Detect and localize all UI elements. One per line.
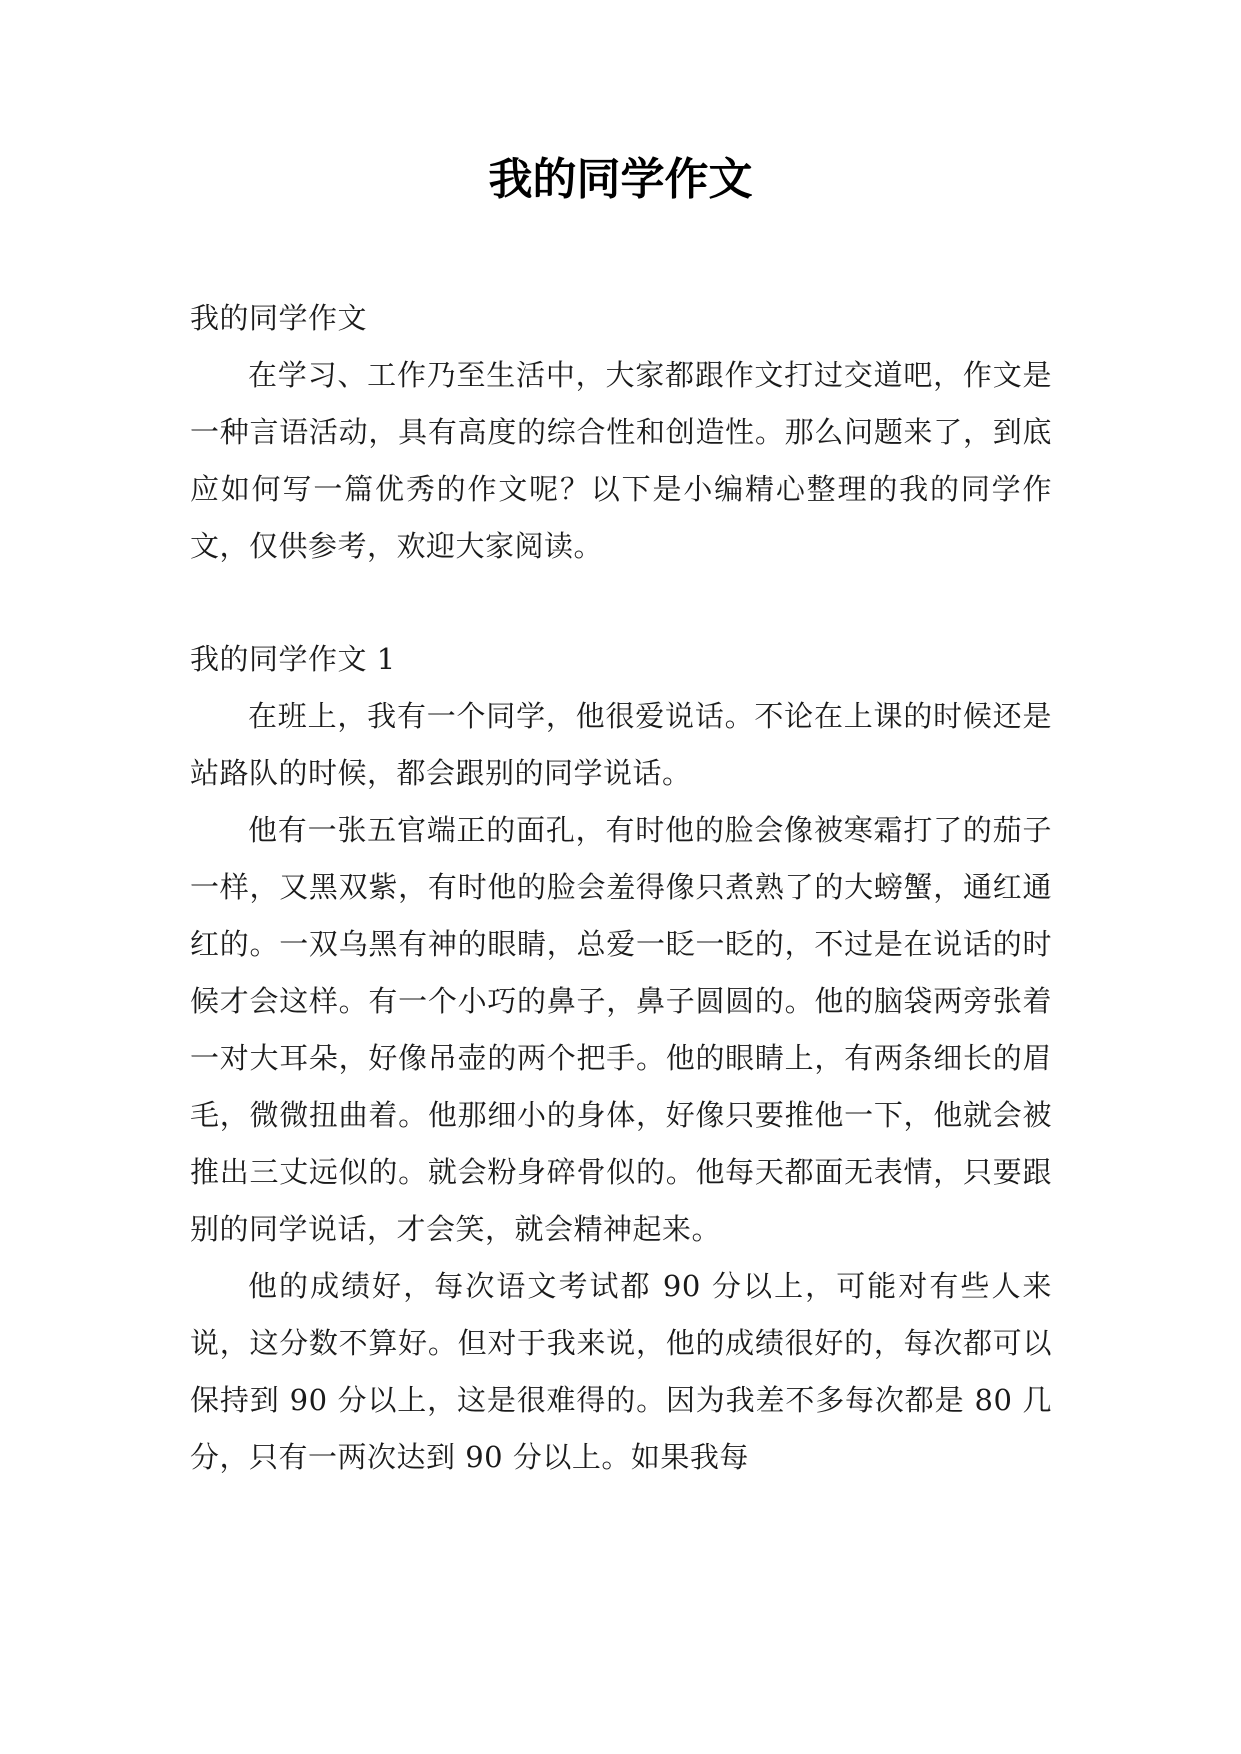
section1-paragraph-3: 他的成绩好，每次语文考试都 90 分以上，可能对有些人来说，这分数不算好。但对于我来说，他的成绩很好的，每次都可以保持到 90 分以上，这是很难得的。因为我差不多每次都是 80 几分，只有一两次达到 90 分以上。如果我每 <box>190 1269 1052 1474</box>
section1-paragraph-2: 他有一张五官端正的面孔，有时他的脸会像被寒霜打了的茄子一样，又黑双紫，有时他的脸会羞得像只煮熟了的大螃蟹，通红通红的。一双乌黑有神的眼睛，总爱一眨一眨的，不过是在说话的时候才会这样。有一个小巧的鼻子，鼻子圆圆的。他的脑袋两旁张着一对大耳朵，好像吊壶的两个把手。他的眼睛上，有两条细长的眉毛，微微扭曲着。他那细小的身体，好像只要推他一下，他就会被推出三丈远似的。就会粉身碎骨似的。他每天都面无表情，只要跟别的同学说话，才会笑，就会精神起来。 <box>190 813 1052 1246</box>
intro-heading: 我的同学作文 <box>190 301 368 335</box>
document-body <box>190 290 1052 1486</box>
intro-paragraph: 在学习、工作乃至生活中，大家都跟作文打过交道吧，作文是一种言语活动，具有高度的综合性和创造性。那么问题来了，到底应如何写一篇优秀的作文呢？以下是小编精心整理的我的同学作文，仅供参考，欢迎大家阅读。 <box>190 358 1052 563</box>
section1-heading: 我的同学作文 1 <box>190 642 396 676</box>
section-spacer <box>190 575 1052 631</box>
page-title: 我的同学作文 <box>488 154 753 205</box>
section1-paragraph-1: 在班上，我有一个同学，他很爱说话。不论在上课的时候还是站路队的时候，都会跟别的同学说话。 <box>190 699 1052 790</box>
